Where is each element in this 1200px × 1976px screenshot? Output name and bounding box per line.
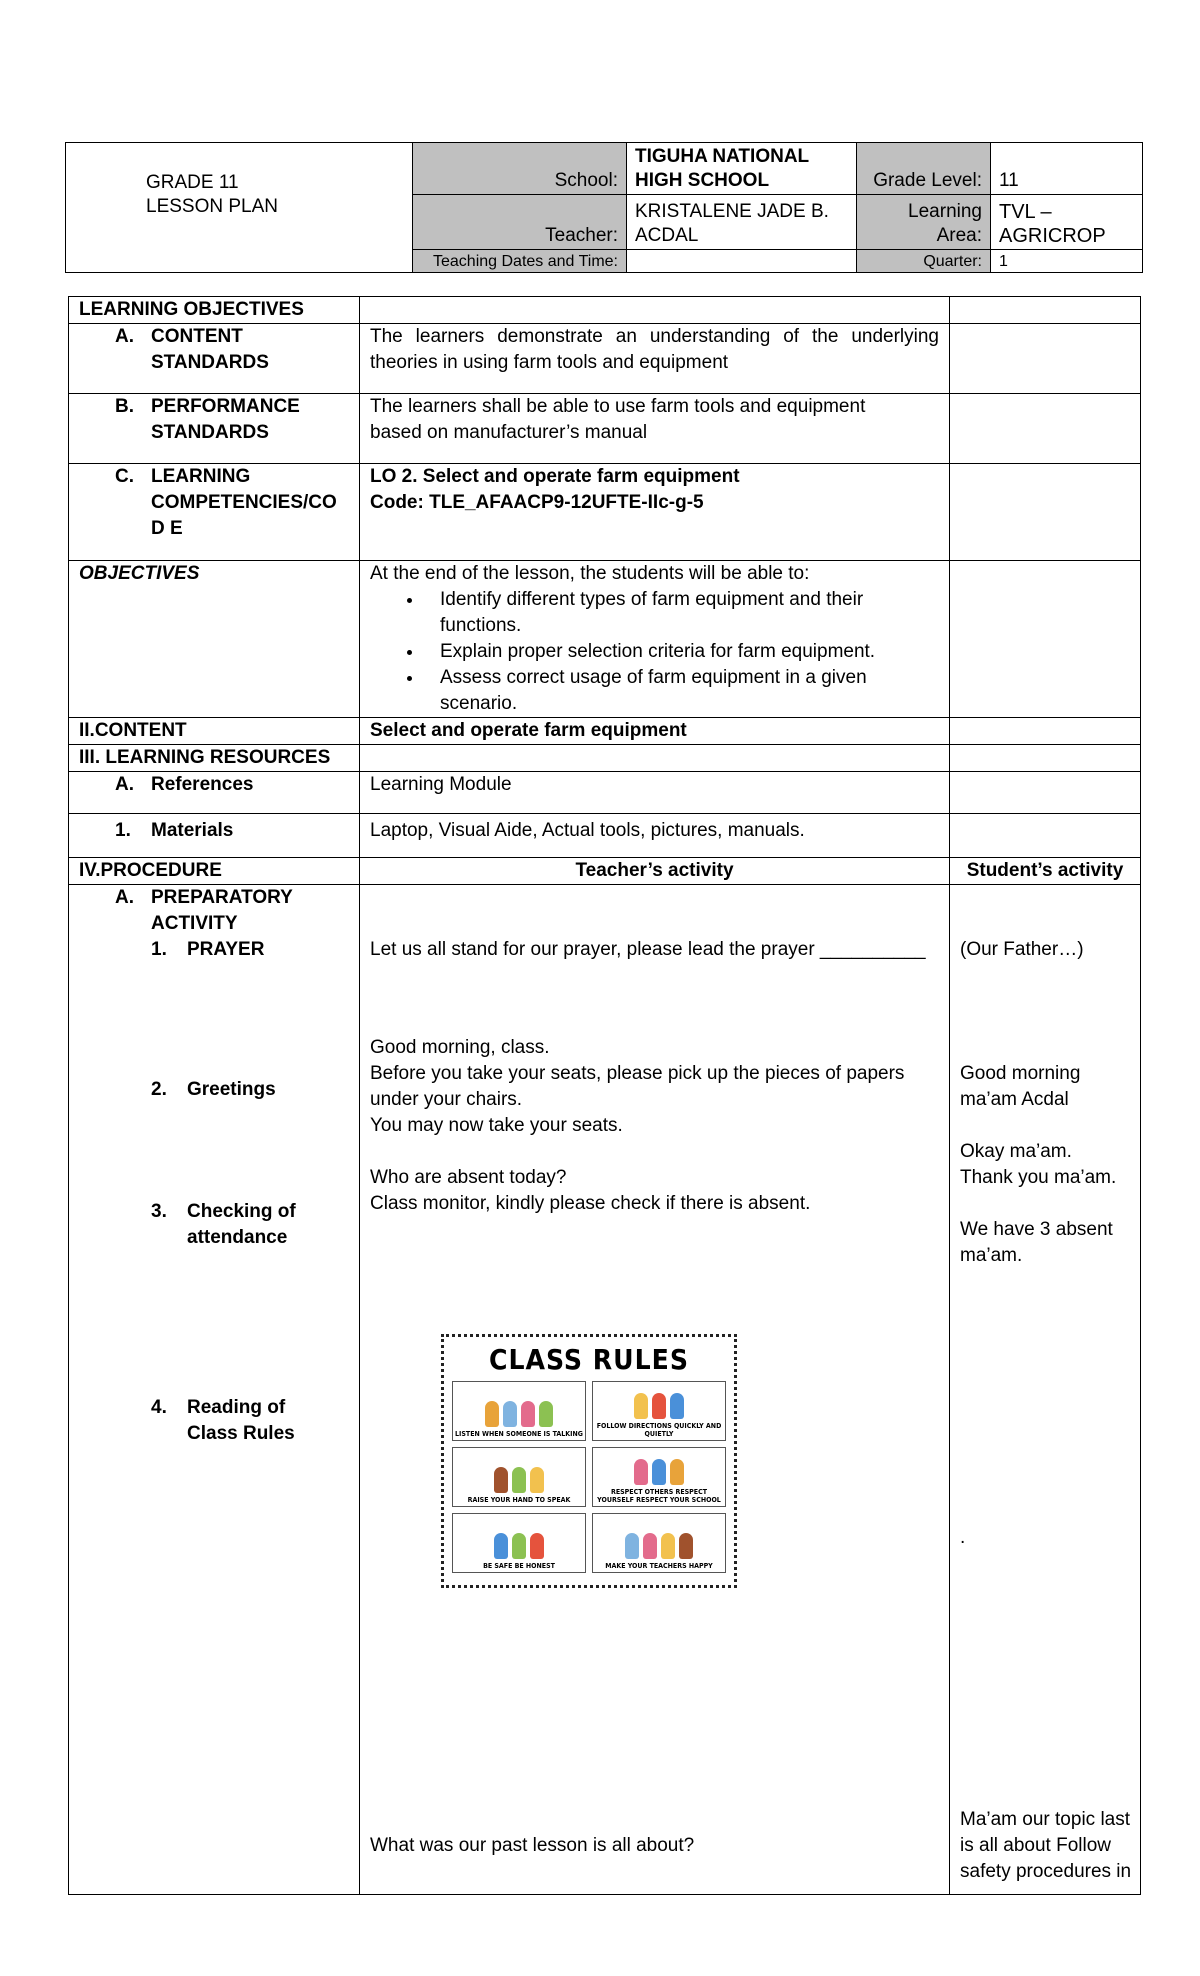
- step-prayer: 1. PRAYER: [151, 939, 265, 960]
- performance-standards-text: The learners shall be able to use farm tools and equipment based on manufacturer’s manual: [360, 394, 950, 464]
- school-label: School:: [413, 143, 627, 195]
- references-label: A. References: [69, 772, 360, 814]
- step-class-rules: 4. Reading of Class Rules: [151, 1397, 295, 1444]
- class-rule-card: RESPECT OTHERS RESPECT YOURSELF RESPECT YOUR SCHOOL: [592, 1447, 726, 1507]
- teacher-greetings: Good morning, class. Before you take your seats, please pick up the pieces of papers under your chairs. You may now take your seats. Who are absent today? Class monitor, kindly please check if there is absent.: [370, 1037, 905, 1214]
- content-text: Select and operate farm equipment: [360, 718, 950, 745]
- teacher-label: Teacher:: [413, 195, 627, 250]
- lesson-plan-title: [66, 143, 413, 273]
- header-table: [65, 142, 1143, 273]
- content-standards-text: The learners demonstrate an understanding of the underlying theories in using farm tools and equipment: [360, 324, 950, 394]
- step-greetings: 2. Greetings: [151, 1079, 276, 1100]
- grade-level-value: 11: [991, 143, 1143, 195]
- learning-area-value: TVL – AGRICROP: [991, 195, 1143, 250]
- competencies-label: C. LEARNING COMPETENCIES/COD E: [69, 464, 360, 561]
- student-dot: .: [960, 1527, 966, 1548]
- dates-label: Teaching Dates and Time:: [413, 250, 627, 273]
- class-rule-card: BE SAFE BE HONEST: [452, 1513, 586, 1573]
- class-rule-card: MAKE YOUR TEACHERS HAPPY: [592, 1513, 726, 1573]
- objective-item: • Identify different types of farm equipment and their functions.: [424, 587, 939, 639]
- procedure-label: IV.PROCEDURE: [69, 858, 360, 885]
- quarter-value: 1: [991, 250, 1143, 273]
- student-past-lesson: Ma’am our topic last is all about Follow safety procedures in: [960, 1809, 1132, 1882]
- student-prayer: (Our Father…): [960, 939, 1084, 960]
- student-greetings: Good morning ma’am Acdal Okay ma’am. Thank you ma’am. We have 3 absent ma’am.: [960, 1063, 1117, 1266]
- objectives-text: At the end of the lesson, the students will be able to: • Identify different types of farm equipment and their functions. • Explain proper selection criteria for farm equipment. • Assess correct usage of farm equipment in a given scenario.: [360, 561, 950, 718]
- content-standards-label: A. CONTENT STANDARDS: [69, 324, 360, 394]
- class-rules-image: [441, 1334, 737, 1588]
- objective-item: • Assess correct usage of farm equipment in a given scenario.: [424, 665, 939, 717]
- teacher-activity-header: Teacher’s activity: [360, 858, 950, 885]
- teacher-value: KRISTALENE JADE B. ACDAL: [627, 195, 857, 250]
- objectives-label: OBJECTIVES: [69, 561, 360, 718]
- learning-area-label: Learning Area:: [857, 195, 991, 250]
- materials-label: 1. Materials: [69, 814, 360, 858]
- learning-objectives-heading: LEARNING OBJECTIVES: [69, 297, 360, 324]
- school-value: TIGUHA NATIONAL HIGH SCHOOL: [627, 143, 857, 195]
- materials-text: Laptop, Visual Aide, Actual tools, pictures, manuals.: [360, 814, 950, 858]
- grade-level-label: Grade Level:: [857, 143, 991, 195]
- teacher-past-lesson: What was our past lesson is all about?: [370, 1835, 695, 1856]
- competencies-text: LO 2. Select and operate farm equipment Code: TLE_AFAACP9-12UFTE-IIc-g-5: [360, 464, 950, 561]
- preparatory-activity-label: A. PREPARATORY ACTIVITY: [115, 887, 293, 934]
- lesson-plan-label: LESSON PLAN: [146, 196, 278, 217]
- teacher-activity: [360, 885, 950, 1895]
- quarter-label: Quarter:: [857, 250, 991, 273]
- performance-standards-label: B. PERFORMANCE STANDARDS: [69, 394, 360, 464]
- class-rule-card: LISTEN WHEN SOMEONE IS TALKING: [452, 1381, 586, 1441]
- lesson-plan-table: [68, 296, 1141, 1895]
- dates-value: [627, 250, 857, 273]
- references-text: Learning Module: [360, 772, 950, 814]
- class-rule-card: FOLLOW DIRECTIONS QUICKLY AND QUIETLY: [592, 1381, 726, 1441]
- class-rules-title: CLASS RULES: [488, 1343, 690, 1376]
- objective-item: • Explain proper selection criteria for farm equipment.: [424, 639, 939, 665]
- learning-resources-label: III. LEARNING RESOURCES: [69, 745, 360, 772]
- content-label: II.CONTENT: [69, 718, 360, 745]
- student-activity: [950, 885, 1141, 1895]
- step-attendance: 3. Checking of attendance: [151, 1201, 296, 1248]
- class-rule-card: RAISE YOUR HAND TO SPEAK: [452, 1447, 586, 1507]
- teacher-prayer: Let us all stand for our prayer, please lead the prayer __________: [370, 939, 926, 960]
- procedure-steps: [69, 885, 360, 1895]
- grade-title: GRADE 11: [146, 172, 239, 193]
- student-activity-header: Student’s activity: [950, 858, 1141, 885]
